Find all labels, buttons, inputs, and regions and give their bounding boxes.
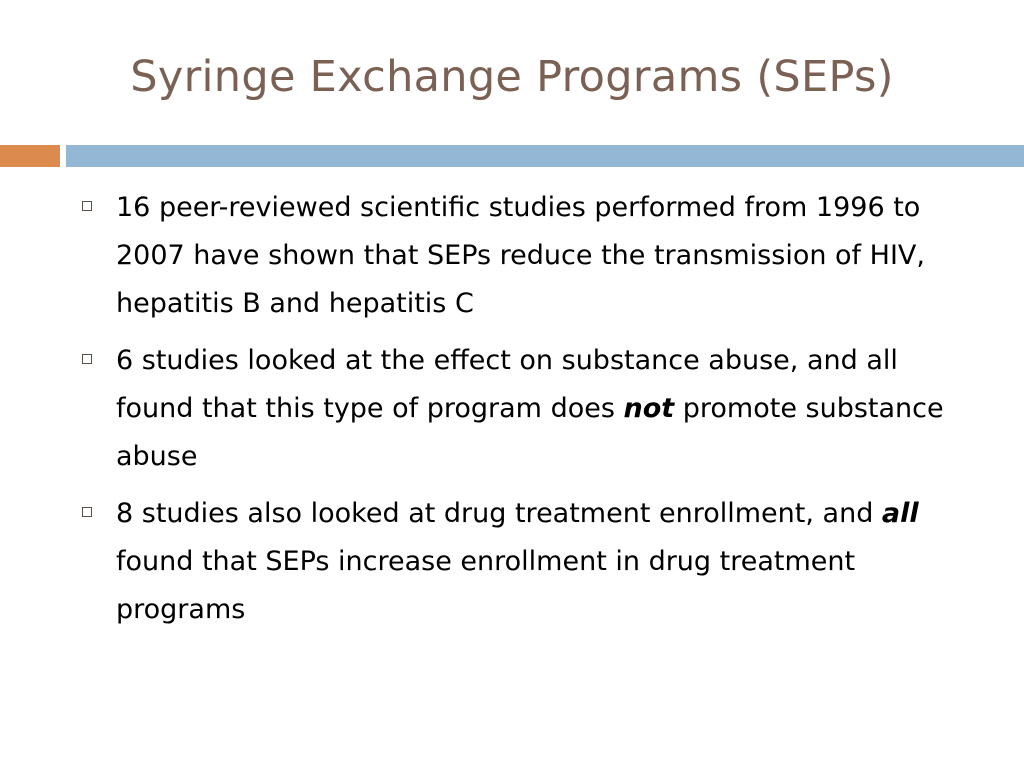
hollow-square-icon	[82, 354, 92, 364]
bullet-list	[78, 184, 958, 643]
bullet-text: 8 studies also looked at drug treatment enrollment, and	[116, 498, 882, 529]
bullet-emphasis: not	[623, 393, 675, 424]
bullet-text-continued: found that SEPs increase enrollment in drug treatment programs	[116, 546, 856, 625]
bullet-item-3	[78, 490, 958, 634]
hollow-square-icon	[82, 507, 92, 517]
bullet-text: 6 studies looked at the effect on substance abuse, and all found that this type of program does	[116, 345, 898, 424]
accent-bar-blue	[66, 145, 1024, 167]
bullet-text-continued: promote substance abuse	[116, 393, 944, 472]
bullet-item-2	[78, 337, 958, 481]
bullet-item-1	[78, 184, 958, 328]
slide-title: Syringe Exchange Programs (SEPs)	[130, 52, 894, 102]
hollow-square-icon	[82, 201, 92, 211]
bullet-emphasis: all	[881, 498, 919, 529]
accent-bar-orange	[0, 145, 60, 167]
bullet-text: 16 peer-reviewed scientific studies performed from 1996 to 2007 have shown that SEPs reduce the transmission of HIV, hepatitis B and hepatitis C	[116, 192, 925, 319]
